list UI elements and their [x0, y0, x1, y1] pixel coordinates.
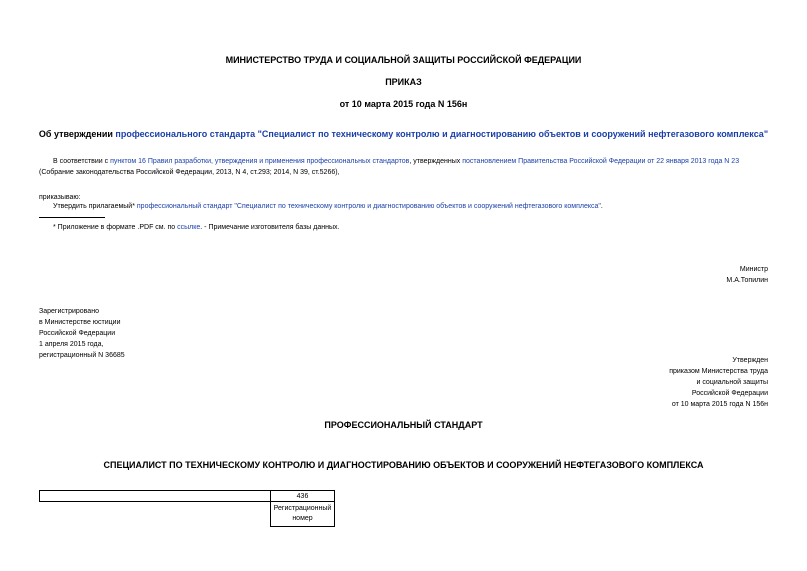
registration-line: в Министерстве юстиции: [39, 319, 121, 326]
order-date: от 10 марта 2015 года N 156н: [339, 99, 468, 109]
footnote-text-2: . - Примечание изготовителя базы данных.: [200, 224, 340, 231]
footnote-link[interactable]: ссылке: [177, 224, 201, 231]
preamble-link-rules[interactable]: пунктом 16 Правил разработки, утверждения и применения профессиональных стандартов: [110, 158, 410, 165]
registration-line: 1 апреля 2015 года,: [39, 341, 104, 348]
order-title-prefix: Об утверждении: [38, 129, 116, 139]
decree-word: приказываю:: [39, 194, 81, 201]
preamble-link-decree[interactable]: постановлением Правительства Российской Федерации от 22 января 2013 года N 23: [462, 158, 740, 165]
preamble-text-3: (Собрание законодательства Российской Федерации, 2013, N 4, ст.293; 2014, N 39, ст.5266),: [39, 169, 340, 176]
registration-number-table: [39, 490, 335, 527]
approval-line: Российской Федерации: [691, 390, 768, 397]
reg-label-cell: [271, 502, 335, 527]
reg-table-empty-cell: [40, 491, 271, 502]
approval-block: [528, 355, 768, 410]
signature-block: [568, 264, 768, 286]
reg-label-line: номер: [292, 515, 313, 522]
registration-block: [39, 306, 239, 361]
registration-line: Зарегистрировано: [39, 308, 99, 315]
approval-line: от 10 марта 2015 года N 156н: [671, 401, 768, 408]
reg-table-empty-cell: [40, 502, 271, 527]
approval-line: приказом Министерства труда: [669, 368, 768, 375]
preamble-text-2: , утвержденных: [409, 158, 463, 165]
signature-position: Министр: [739, 266, 768, 273]
standard-heading: ПРОФЕССИОНАЛЬНЫЙ СТАНДАРТ: [324, 420, 483, 430]
order-item: [53, 201, 603, 212]
reg-number-cell: 436: [271, 491, 335, 502]
reg-label-line: Регистрационный: [273, 505, 332, 512]
order-item-text: Утвердить прилагаемый*: [53, 203, 137, 210]
standard-name: СПЕЦИАЛИСТ ПО ТЕХНИЧЕСКОМУ КОНТРОЛЮ И ДИАГНОСТИРОВАНИЮ ОБЪЕКТОВ И СООРУЖЕНИЙ НЕФТЕГАЗОВОГО КОМПЛЕКСА: [103, 460, 704, 470]
order-item-end: .: [600, 203, 603, 210]
footnote-separator: [39, 217, 105, 218]
ministry-heading: МИНИСТЕРСТВО ТРУДА И СОЦИАЛЬНОЙ ЗАЩИТЫ РОССИЙСКОЙ ФЕДЕРАЦИИ: [225, 55, 582, 65]
order-title: [0, 129, 807, 139]
approval-line: Утвержден: [732, 357, 768, 364]
preamble-text-1: В соответствии с: [53, 158, 111, 165]
signature-name: М.А.Топилин: [726, 277, 768, 284]
footnote-text-1: * Приложение в формате .PDF см. по: [53, 224, 178, 231]
registration-line: регистрационный N 36685: [39, 352, 125, 359]
registration-line: Российской Федерации: [39, 330, 116, 337]
order-heading: ПРИКАЗ: [385, 77, 422, 87]
order-title-link[interactable]: профессионального стандарта "Специалист по техническому контролю и диагностированию объектов и сооружений нефтегазового комплекса": [115, 129, 769, 139]
order-item-link[interactable]: профессиональный стандарт "Специалист по техническому контролю и диагностированию объектов и сооружений нефтегазового комплекса": [136, 203, 601, 210]
preamble: [39, 156, 779, 178]
approval-line: и социальной защиты: [696, 379, 768, 386]
footnote: [53, 222, 339, 233]
